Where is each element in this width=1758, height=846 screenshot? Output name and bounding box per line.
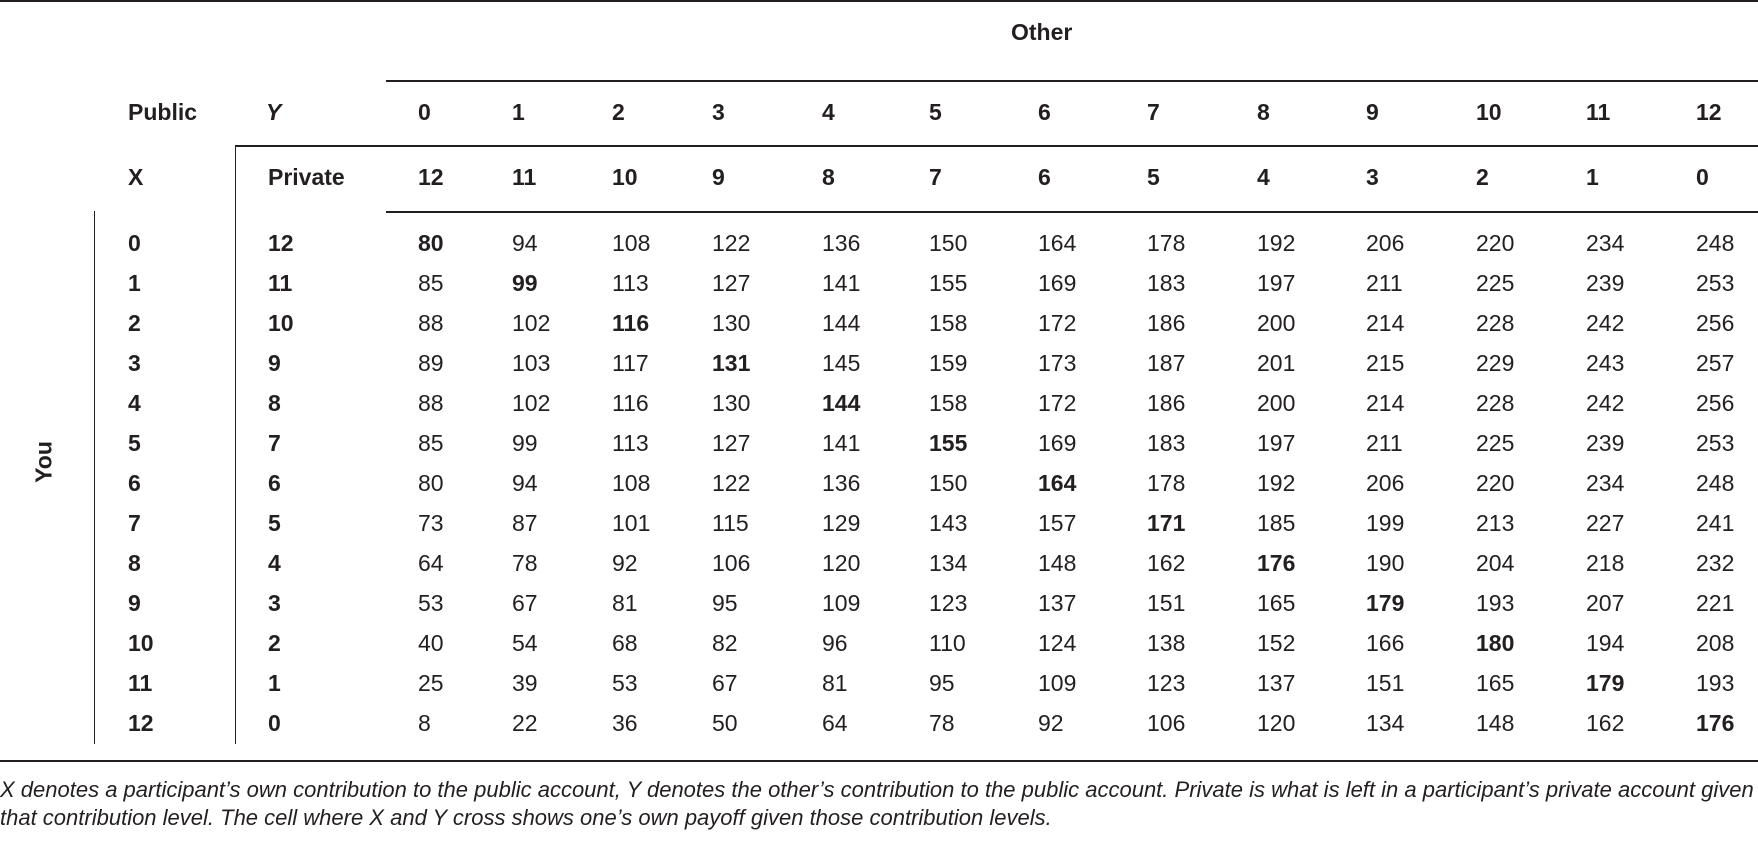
payoff-cell: 186	[1147, 310, 1186, 336]
row-private-value: 8	[268, 390, 281, 416]
payoff-cell: 134	[1366, 710, 1405, 736]
payoff-cell-diagonal: 171	[1147, 510, 1186, 536]
payoff-cell: 243	[1586, 350, 1625, 376]
other-private-value: 9	[712, 164, 725, 190]
payoff-cell: 123	[929, 590, 968, 616]
payoff-cell: 206	[1366, 230, 1405, 256]
payoff-cell: 96	[822, 630, 848, 656]
payoff-cell: 136	[822, 230, 861, 256]
other-public-value: 3	[712, 99, 725, 125]
payoff-cell: 106	[712, 550, 751, 576]
other-private-value: 1	[1586, 164, 1599, 190]
other-public-value: 11	[1586, 99, 1611, 125]
payoff-cell: 101	[612, 510, 651, 536]
payoff-cell: 183	[1147, 270, 1186, 296]
payoff-cell: 67	[712, 670, 738, 696]
payoff-cell: 22	[512, 710, 538, 736]
payoff-cell: 183	[1147, 430, 1186, 456]
other-private-value: 5	[1147, 164, 1160, 190]
payoff-cell: 78	[512, 550, 538, 576]
you-divider	[94, 211, 95, 744]
payoff-cell: 92	[612, 550, 638, 576]
other-public-value: 0	[418, 99, 431, 125]
row-x-value: 2	[128, 310, 141, 336]
other-private-value: 3	[1366, 164, 1379, 190]
payoff-cell: 148	[1038, 550, 1077, 576]
payoff-cell: 143	[929, 510, 968, 536]
row-x-value: 3	[128, 350, 141, 376]
payoff-cell: 155	[929, 270, 968, 296]
payoff-cell: 200	[1257, 390, 1296, 416]
payoff-cell: 87	[512, 510, 538, 536]
payoff-cell: 218	[1586, 550, 1625, 576]
other-private-value: 7	[929, 164, 942, 190]
payoff-cell: 257	[1696, 350, 1735, 376]
payoff-cell: 152	[1257, 630, 1296, 656]
payoff-cell: 88	[418, 310, 444, 336]
payoff-cell: 158	[929, 390, 968, 416]
payoff-cell: 148	[1476, 710, 1515, 736]
payoff-cell: 123	[1147, 670, 1186, 696]
payoff-cell: 36	[612, 710, 638, 736]
payoff-cell: 73	[418, 510, 444, 536]
row-x-value: 8	[128, 550, 141, 576]
payoff-cell: 228	[1476, 390, 1515, 416]
payoff-cell: 95	[712, 590, 738, 616]
payoff-cell: 122	[712, 470, 751, 496]
payoff-cell: 215	[1366, 350, 1405, 376]
payoff-cell: 124	[1038, 630, 1077, 656]
payoff-cell-diagonal: 180	[1476, 630, 1515, 656]
private-header-rule	[236, 145, 1758, 147]
payoff-cell: 85	[418, 270, 444, 296]
payoff-cell: 178	[1147, 230, 1186, 256]
payoff-cell: 82	[712, 630, 738, 656]
other-public-value: 2	[612, 99, 625, 125]
payoff-cell: 214	[1366, 390, 1405, 416]
payoff-cell: 186	[1147, 390, 1186, 416]
payoff-cell: 81	[822, 670, 848, 696]
payoff-cell-diagonal: 179	[1586, 670, 1625, 696]
other-rule	[386, 80, 1758, 82]
other-public-value: 8	[1257, 99, 1270, 125]
other-private-value: 12	[418, 164, 444, 190]
other-public-value: 10	[1476, 99, 1502, 125]
other-private-value: 4	[1257, 164, 1270, 190]
payoff-cell: 94	[512, 230, 538, 256]
payoff-cell: 54	[512, 630, 538, 656]
other-private-value: 2	[1476, 164, 1489, 190]
payoff-cell-diagonal: 99	[512, 270, 538, 296]
payoff-cell-diagonal: 164	[1038, 470, 1077, 496]
payoff-cell-diagonal: 80	[418, 230, 444, 256]
payoff-cell: 178	[1147, 470, 1186, 496]
payoff-cell: 78	[929, 710, 955, 736]
row-x-value: 11	[128, 670, 153, 696]
row-x-value: 9	[128, 590, 141, 616]
payoff-cell: 193	[1476, 590, 1515, 616]
row-x-value: 1	[128, 270, 141, 296]
payoff-cell: 150	[929, 230, 968, 256]
row-private-value: 11	[268, 270, 293, 296]
row-private-value: 7	[268, 430, 281, 456]
payoff-cell: 92	[1038, 710, 1064, 736]
payoff-cell: 201	[1257, 350, 1296, 376]
payoff-cell: 150	[929, 470, 968, 496]
payoff-cell-diagonal: 144	[822, 390, 861, 416]
row-private-value: 6	[268, 470, 281, 496]
payoff-cell: 172	[1038, 310, 1077, 336]
payoff-cell: 239	[1586, 270, 1625, 296]
payoff-cell: 242	[1586, 310, 1625, 336]
body-top-rule	[386, 211, 1758, 213]
row-private-value: 4	[268, 550, 281, 576]
payoff-cell: 127	[712, 270, 751, 296]
payoff-cell: 64	[822, 710, 848, 736]
other-public-value: 4	[822, 99, 835, 125]
payoff-cell: 102	[512, 390, 551, 416]
payoff-cell: 192	[1257, 230, 1296, 256]
payoff-cell: 145	[822, 350, 861, 376]
table-caption: X denotes a participant’s own contribution to the public account, Y denotes the other’s contribution to the public account. Private is what is left in a participant’s private account given that contribution level. The cell where X and Y cross shows one’s own payoff given those contribution levels.	[0, 777, 1754, 830]
row-private-value: 2	[268, 630, 281, 656]
payoff-cell: 137	[1038, 590, 1077, 616]
payoff-cell: 204	[1476, 550, 1515, 576]
payoff-cell: 64	[418, 550, 444, 576]
other-private-value: 8	[822, 164, 835, 190]
payoff-cell: 172	[1038, 390, 1077, 416]
payoff-cell: 194	[1586, 630, 1625, 656]
payoff-cell: 141	[822, 270, 861, 296]
payoff-cell: 166	[1366, 630, 1405, 656]
other-public-value: 5	[929, 99, 942, 125]
payoff-cell: 122	[712, 230, 751, 256]
payoff-cell: 192	[1257, 470, 1296, 496]
payoff-cell: 253	[1696, 430, 1735, 456]
payoff-cell: 67	[512, 590, 538, 616]
payoff-cell: 85	[418, 430, 444, 456]
payoff-cell: 99	[512, 430, 538, 456]
payoff-cell: 137	[1257, 670, 1296, 696]
payoff-cell: 241	[1696, 510, 1735, 536]
payoff-cell: 113	[612, 270, 649, 296]
header-other: Other	[1011, 19, 1073, 45]
payoff-cell: 162	[1147, 550, 1186, 576]
payoff-cell: 115	[712, 510, 749, 536]
other-public-value: 6	[1038, 99, 1051, 125]
row-x-value: 5	[128, 430, 141, 456]
payoff-cell-diagonal: 179	[1366, 590, 1405, 616]
payoff-cell: 127	[712, 430, 751, 456]
payoff-cell: 95	[929, 670, 955, 696]
payoff-cell: 120	[1257, 710, 1296, 736]
payoff-cell: 253	[1696, 270, 1735, 296]
payoff-cell: 214	[1366, 310, 1405, 336]
payoff-cell-diagonal: 176	[1696, 710, 1735, 736]
payoff-cell: 225	[1476, 270, 1515, 296]
payoff-cell: 106	[1147, 710, 1186, 736]
payoff-cell: 234	[1586, 230, 1625, 256]
payoff-cell: 208	[1696, 630, 1735, 656]
payoff-cell: 169	[1038, 270, 1077, 296]
row-private-value: 0	[268, 710, 281, 736]
payoff-cell-diagonal: 155	[929, 430, 968, 456]
payoff-cell: 108	[612, 470, 651, 496]
bottom-rule	[0, 760, 1758, 762]
payoff-cell: 248	[1696, 230, 1735, 256]
payoff-cell: 53	[612, 670, 638, 696]
payoff-cell: 248	[1696, 470, 1735, 496]
payoff-cell: 164	[1038, 230, 1077, 256]
payoff-cell: 81	[612, 590, 638, 616]
payoff-cell: 157	[1038, 510, 1077, 536]
row-x-value: 6	[128, 470, 141, 496]
payoff-cell: 190	[1366, 550, 1405, 576]
payoff-cell: 197	[1257, 270, 1296, 296]
payoff-cell: 158	[929, 310, 968, 336]
payoff-cell: 40	[418, 630, 444, 656]
payoff-cell: 113	[612, 430, 649, 456]
payoff-cell: 200	[1257, 310, 1296, 336]
payoff-cell: 103	[512, 350, 551, 376]
row-private-value: 12	[268, 230, 294, 256]
payoff-cell: 109	[822, 590, 861, 616]
payoff-cell: 173	[1038, 350, 1077, 376]
payoff-cell: 39	[512, 670, 538, 696]
other-public-value: 1	[512, 99, 525, 125]
other-private-value: 0	[1696, 164, 1709, 190]
payoff-cell: 80	[418, 470, 444, 496]
payoff-cell: 234	[1586, 470, 1625, 496]
payoff-cell: 187	[1147, 350, 1186, 376]
row-x-value: 7	[128, 510, 141, 536]
payoff-cell: 232	[1696, 550, 1735, 576]
header-y: Y	[266, 99, 282, 125]
top-rule	[0, 0, 1758, 2]
payoff-cell: 53	[418, 590, 444, 616]
payoff-cell: 68	[612, 630, 638, 656]
payoff-cell: 239	[1586, 430, 1625, 456]
payoff-cell: 220	[1476, 470, 1515, 496]
row-x-value: 4	[128, 390, 141, 416]
payoff-cell: 144	[822, 310, 861, 336]
other-private-value: 11	[512, 164, 537, 190]
payoff-cell: 117	[612, 350, 649, 376]
payoff-cell: 199	[1366, 510, 1405, 536]
row-x-value: 10	[128, 630, 154, 656]
header-x: X	[128, 164, 144, 190]
other-public-value: 12	[1696, 99, 1722, 125]
row-private-value: 3	[268, 590, 281, 616]
payoff-cell: 185	[1257, 510, 1296, 536]
payoff-cell: 109	[1038, 670, 1077, 696]
payoff-cell: 193	[1696, 670, 1735, 696]
payoff-cell: 141	[822, 430, 861, 456]
payoff-cell: 165	[1476, 670, 1515, 696]
payoff-cell-diagonal: 176	[1257, 550, 1296, 576]
payoff-cell: 110	[929, 630, 966, 656]
payoff-cell: 169	[1038, 430, 1077, 456]
payoff-cell: 256	[1696, 310, 1735, 336]
payoff-cell: 221	[1696, 590, 1735, 616]
other-private-value: 6	[1038, 164, 1051, 190]
other-private-value: 10	[612, 164, 638, 190]
payoff-cell: 89	[418, 350, 444, 376]
row-private-value: 5	[268, 510, 281, 536]
payoff-cell: 134	[929, 550, 968, 576]
payoff-cell: 229	[1476, 350, 1515, 376]
header-private: Private	[268, 164, 345, 190]
row-x-value: 12	[128, 710, 154, 736]
payoff-cell: 197	[1257, 430, 1296, 456]
other-public-value: 7	[1147, 99, 1160, 125]
payoff-cell: 8	[418, 710, 431, 736]
row-private-value: 10	[268, 310, 294, 336]
payoff-cell: 136	[822, 470, 861, 496]
payoff-cell: 138	[1147, 630, 1186, 656]
payoff-cell: 108	[612, 230, 651, 256]
payoff-cell: 129	[822, 510, 861, 536]
payoff-cell: 94	[512, 470, 538, 496]
row-private-value: 1	[268, 670, 281, 696]
payoff-cell: 211	[1366, 430, 1403, 456]
payoff-cell: 162	[1586, 710, 1625, 736]
payoff-cell: 159	[929, 350, 968, 376]
payoff-cell: 151	[1147, 590, 1186, 616]
payoff-cell: 242	[1586, 390, 1625, 416]
row-x-value: 0	[128, 230, 141, 256]
payoff-cell: 25	[418, 670, 444, 696]
payoff-cell-diagonal: 131	[712, 350, 751, 376]
payoff-cell: 256	[1696, 390, 1735, 416]
payoff-cell: 227	[1586, 510, 1625, 536]
payoff-cell: 50	[712, 710, 738, 736]
payoff-cell: 165	[1257, 590, 1296, 616]
payoff-cell: 120	[822, 550, 861, 576]
row-private-value: 9	[268, 350, 281, 376]
payoff-cell: 116	[612, 390, 649, 416]
payoff-cell: 151	[1366, 670, 1405, 696]
payoff-cell-diagonal: 116	[612, 310, 650, 336]
payoff-cell: 220	[1476, 230, 1515, 256]
payoff-cell: 102	[512, 310, 551, 336]
payoff-cell: 88	[418, 390, 444, 416]
payoff-cell: 206	[1366, 470, 1405, 496]
payoff-cell: 213	[1476, 510, 1515, 536]
payoff-cell: 130	[712, 390, 751, 416]
side-label-you: You	[30, 441, 57, 483]
payoff-cell: 130	[712, 310, 751, 336]
payoff-cell: 225	[1476, 430, 1515, 456]
payoff-cell: 211	[1366, 270, 1403, 296]
x-divider	[235, 145, 236, 744]
payoff-cell: 207	[1586, 590, 1625, 616]
header-public: Public	[128, 99, 198, 125]
other-public-value: 9	[1366, 99, 1379, 125]
payoff-cell: 228	[1476, 310, 1515, 336]
